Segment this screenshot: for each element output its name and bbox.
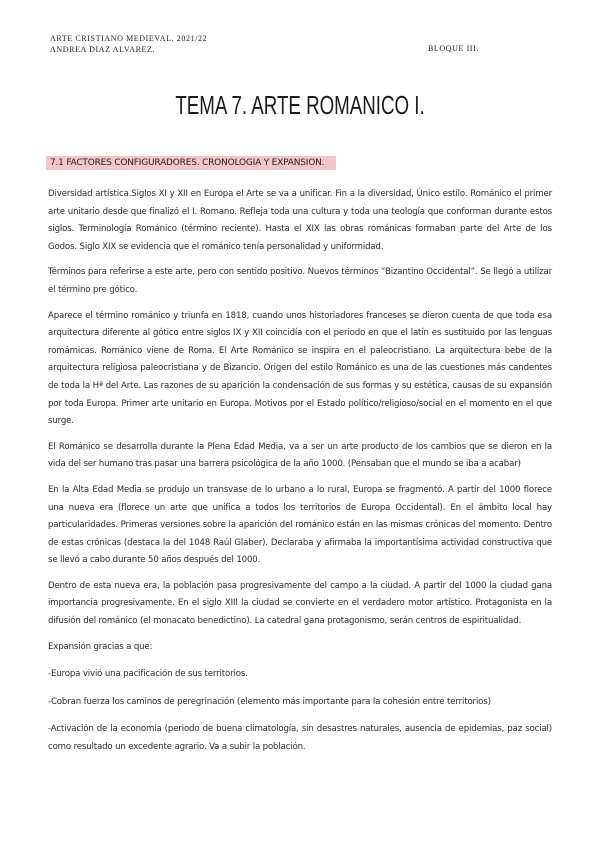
paragraph: El Románico se desarrolla durante la Plena Edad Media, va a ser un arte producto de los cambios que se dieron en la vida del ser humano tras pasar una barrera psicológica de la año 1000. (Pensaban que el mundo se iba a acabar)	[48, 441, 552, 470]
paragraph: Dentro de esta nueva era, la población pasa progresivamente del campo a la ciudad. A partir del 1000 la ciudad gana importancia progresivamente. En el siglo XIII la ciudad se convierte en el verdadero motor artístico. Protagonista en la difusión del románico (el monacato benedictino). La catedral gana protagonismo, serán centros de espiritualidad.	[48, 580, 552, 627]
page-title: TEMA 7. ARTE ROMANICO I.	[175, 90, 425, 120]
block-label: BLOQUE III.	[428, 44, 480, 53]
paragraph: Aparece el término románico y triunfa en 1818, cuando unos historiadores franceses se dieron cuenta de que toda esa arquitectura diferente al gótico entre siglos IX y XII coincidía con el periodo en que el latín es sustituido por las lenguas romámicas. Románico viene de Roma. El Arte Románico se inspira en el paleocristiano. La arquitectura bebe de la arquitectura religiosa paleocristiana y de Bizancio. Origen del estilo Románico es una de las cuestiones más candentes de toda la Hª del Arte. Las razones de su aparición la condensación de sus formas y su estética, causas de su expansión por toda Europa. Primer arte unitario en Europa. Motivos por el Estado político/religioso/social en el momento en el que surge.	[48, 310, 552, 427]
paragraph: Términos para referirse a este arte, pero con sentido positivo. Nuevos términos “Bizantino Occidental”. Se llegó a utilizar el término pre gótico.	[48, 267, 552, 295]
paragraph: Diversidad artística.Siglos XI y XII en Europa el Arte se va a unificar. Fin a la diversidad, Único estilo. Románico el primer arte unitario desde que finalizó el I. Romano. Refleja toda una cultura y toda una teología que conforman durante estos siglos. Terminología Románico (término reciente). Hasta el XIX las obras románicas formaban parte del Arte de los Godos. Siglo XIX se evidencia que el románico tenía personalidad y uniformidad.	[48, 189, 552, 252]
section-heading	[46, 156, 336, 170]
list-item: -Cobran fuerza los caminos de peregrinación (elemento más importante para la cohesión entre territorios)	[48, 696, 491, 707]
list-item: -Europa vivió una pacificación de sus territorios.	[48, 669, 248, 680]
document-header	[50, 33, 207, 55]
paragraph: Expansión gracias a que:	[48, 641, 153, 652]
course-line: ARTE CRISTIANO MEDIEVAL. 2021/22	[50, 34, 208, 43]
list-item: -Activación de la economía (periodo de buena climatología, sin desastres naturales, ausencia de epidemias, paz social) como resultado un excedente agrario. Va a subir la población.	[48, 724, 552, 753]
author-line: ANDREA DIAZ ALVAREZ.	[50, 45, 156, 54]
paragraph: En la Alta Edad Media se produjo un transvase de lo urbano a lo rural, Europa se fragmentó. A partir del 1000 florece una nueva era (florece un arte que unifica a todos los territorios de Europa Occidental). En el ámbito local hay particularidades. Primeras versiones sobre la aparición del románico están en las mismas crónicas del momento. Dentro de estas crónicas (destaca la del 1048 Raúl Glaber). Declaraba y afirmaba la importantísima actividad constructiva que se llevó a cabo durante 50 años después del 1000.	[48, 484, 552, 566]
document-body	[48, 186, 552, 767]
section-heading-text: 7.1 FACTORES CONFIGURADORES. CRONOLOGIA Y EXPANSION.	[50, 158, 325, 168]
